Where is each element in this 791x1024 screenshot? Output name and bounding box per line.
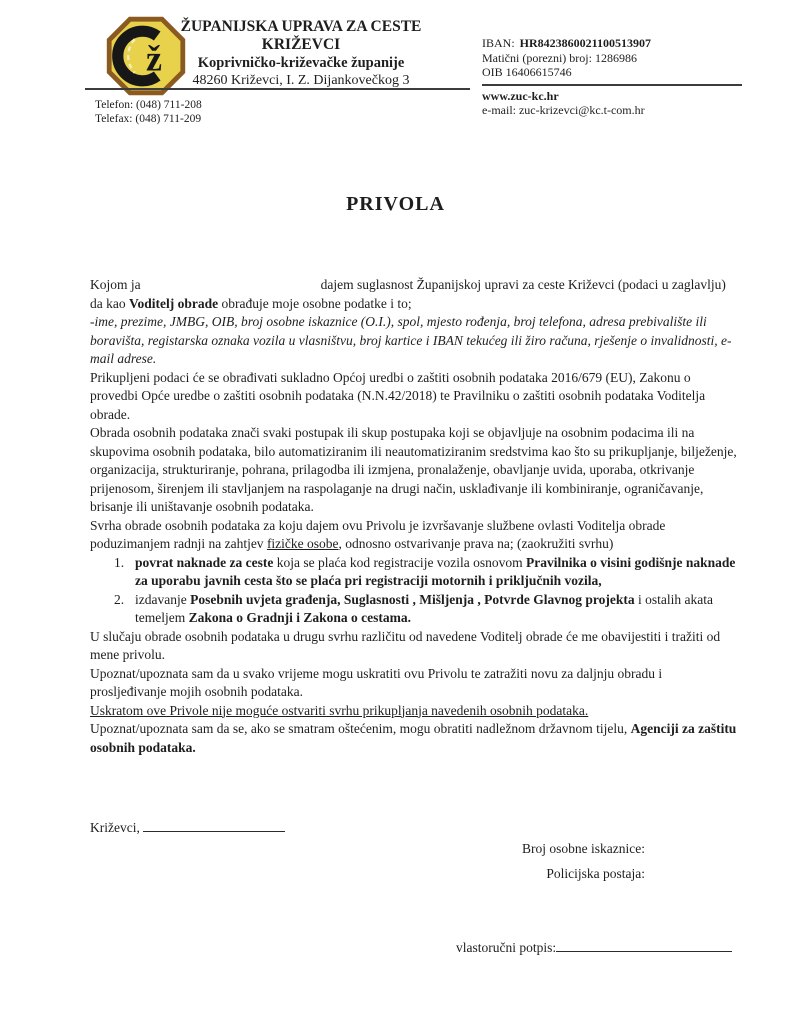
maticni-line: Matični (porezni) broj: 1286986 xyxy=(482,50,637,65)
list-number: 2. xyxy=(114,591,125,607)
date-blank-line xyxy=(143,818,285,832)
paragraph-data-list: -ime, prezime, JMBG, OIB, broj osobne iskaznice (O.I.), spol, mjesto rođenja, broj telefona, adresa prebivalište ili boravišta, registarska oznaka vozila u vlasništvu, broj kartice i IBAN tekućeg ili žiro računa, rješenje o invalidnosti, e-mail adrese. xyxy=(90,314,732,366)
consent-body xyxy=(90,276,740,757)
paragraph-intro: Kojom ja dajem suglasnost Županijskoj upravi za ceste Križevci (podaci u zaglavlju) da kao Voditelj obrade obrađuje moje osobne podatke i to; xyxy=(90,277,726,311)
signature-line xyxy=(456,938,732,956)
purpose-item-1 xyxy=(90,554,740,591)
org-county: Koprivničko-križevačke županije xyxy=(197,55,405,71)
email-line: e-mail: zuc-krizevci@kc.t-com.hr xyxy=(482,103,645,117)
oib-line: OIB 16406615746 xyxy=(482,65,572,79)
list-text: izdavanje Posebnih uvjeta građenja, Suglasnosti , Mišljenja , Potvrde Glavnog projekta i ostalih akata temeljem Zakona o Gradnji i Zakona o cestama. xyxy=(135,591,713,625)
org-name-line2: KRIŽEVCI xyxy=(261,36,341,53)
iban-line xyxy=(482,36,744,51)
paragraph-withdrawal: Upoznat/upoznata sam da u svako vrijeme mogu uskratiti ovu Privolu te zatražiti novu za daljnju obradu i prosljeđivanje mojih osobnih podataka. xyxy=(90,665,663,699)
purpose-item-2 xyxy=(90,591,740,628)
logo-letter: ž xyxy=(146,38,162,79)
iban-label: IBAN: xyxy=(482,36,515,50)
place-label: Križevci, xyxy=(90,820,140,835)
org-header xyxy=(158,18,444,90)
paragraph-legal-basis: Prikupljeni podaci će se obrađivati sukladno Općoj uredbi o zaštiti osobnih podataka 2016/679 (EU), Zakonu o provedbi Opće uredbe o zaštiti osobnih podataka (N.N.42/2018) te Pravilniku o zaštiti osobnih podataka Voditelja obrade. xyxy=(90,369,706,422)
list-number: 1. xyxy=(114,554,125,570)
iban-value: HR8423860021100513907 xyxy=(519,36,652,50)
header-divider-right xyxy=(482,84,742,86)
paragraph-other-purpose: U slučaju obrade osobnih podataka u drugu svrhu različitu od navedene Voditelj obrade će me obavijestiti i tražiti od mene privolu. xyxy=(90,628,721,662)
place-date-line xyxy=(90,818,285,836)
list-text: povrat naknade za ceste koja se plaća kod registracije vozila osnovom Pravilnika o visini godišnje naknade za uporabu javnih cesta što se plaća pri registraciji motornih i priključnih vozila, xyxy=(135,554,736,588)
paragraph-complaint: Upoznat/upoznata sam da se, ako se smatram oštećenim, mogu obratiti nadležnom državnom tijelu, Agenciji za zaštitu osobnih podataka. xyxy=(90,721,737,755)
website-line: www.zuc-kc.hr xyxy=(482,88,559,103)
id-card-label: Broj osobne iskaznice: xyxy=(522,841,645,856)
paragraph-processing-definition: Obrada osobnih podataka znači svaki postupak ili skup postupaka koji se objavljuje na osobnim podacima ili na skupovima osobnih podataka, bilo automatiziranim ili neautomatiziranim sredstvima kao što su prikupljanje, bilježenje, organizacija, strukturiranje, pohrana, prilagodba ili izmjena, pronalaženje, obavljanje uvida, uporaba, otkrivanje prijenosom, širenjem ili stavljanjem na raspolaganje na drugi način, usklađivanje ili kombiniranje, ograničavanje, brisanje ili uništavanje osobnih podataka. xyxy=(90,425,737,514)
signature-blank-line xyxy=(556,938,732,952)
telefon-line: Telefon: (048) 711-208 xyxy=(95,99,202,111)
phone-block xyxy=(95,98,202,126)
org-address: 48260 Križevci, I. Z. Dijankovečkog 3 xyxy=(192,73,410,88)
paragraph-withdrawal-consequence: Uskratom ove Privole nije moguće ostvariti svrhu prikupljanja navedenih osobnih podataka. xyxy=(90,702,589,718)
org-name-line1: ŽUPANIJSKA UPRAVA ZA CESTE xyxy=(180,18,422,35)
header-divider-left xyxy=(85,88,470,90)
id-info-block xyxy=(522,836,645,886)
telefax-line: Telefax: (048) 711-209 xyxy=(95,113,202,125)
paragraph-purpose: Svrha obrade osobnih podataka za koju dajem ovu Privolu je izvršavanje službene ovlasti Voditelja obrade poduzimanjem radnji na zahtjev fizičke osobe, odnosno ostvarivanje prava na; (zaokružiti svrhu) xyxy=(90,517,666,551)
bank-info-block xyxy=(482,36,744,118)
signature-label: vlastoručni potpis: xyxy=(456,940,557,955)
page-title: PRIVOLA xyxy=(346,193,445,215)
police-station-label: Policijska postaja: xyxy=(546,866,645,881)
